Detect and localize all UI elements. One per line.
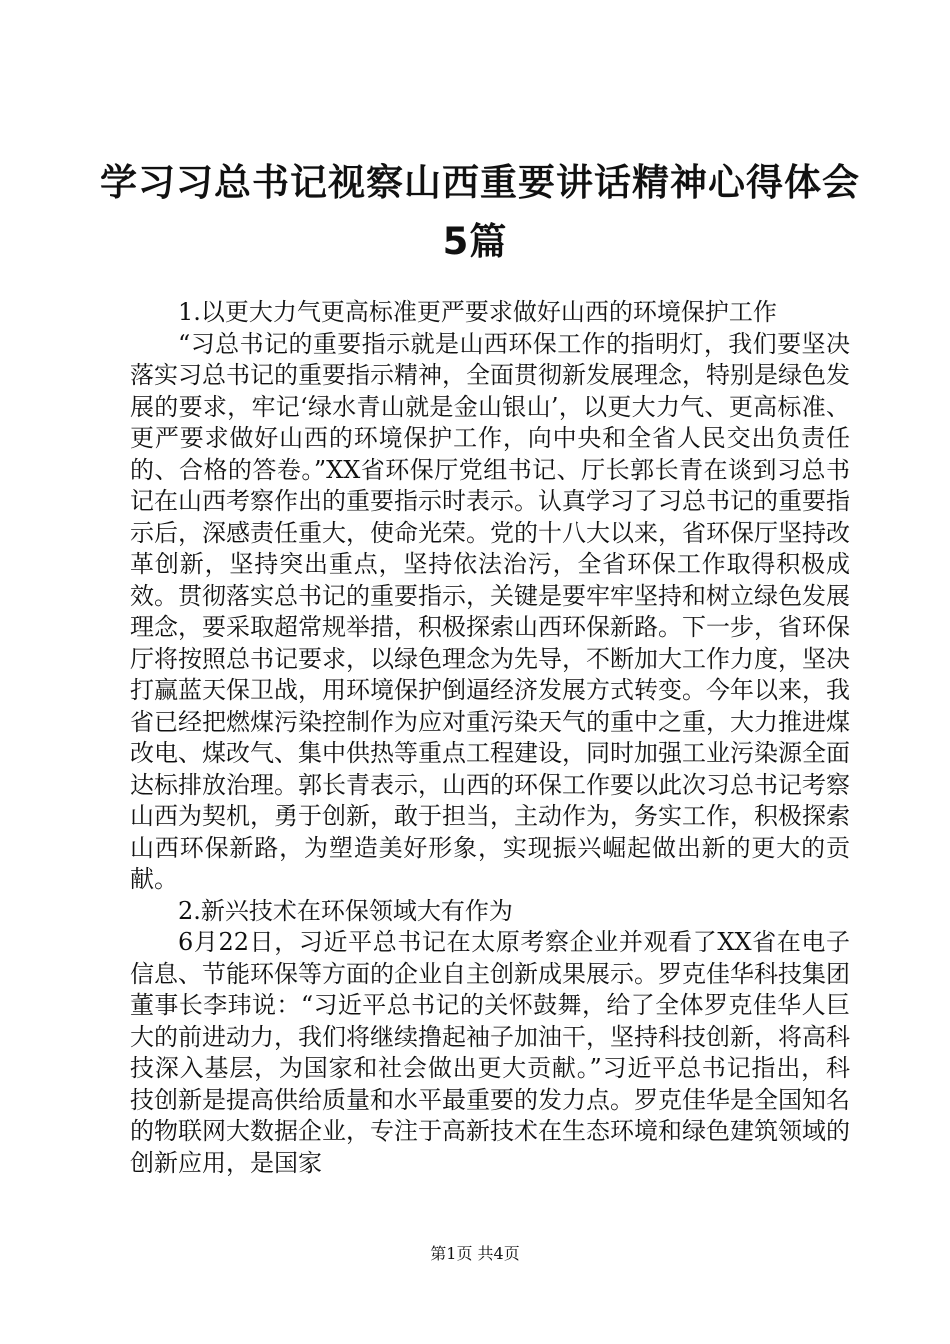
- section-1-paragraph: “习总书记的重要指示就是山西环保工作的指明灯，我们要坚决落实习总书记的重要指示精神，全面贯彻新发展理念，特别是绿色发展的要求，牢记‘绿水青山就是金山银山’，以更大力气、更高标准、更严要求做好山西的环境保护工作，向中央和全省人民交出负责任的、合格的答卷。”XX省环保厅党组书记、厅长郭长青在谈到习总书记在山西考察作出的重要指示时表示。认真学习了习总书记的重要指示后，深感责任重大，使命光荣。党的十八大以来，省环保厅坚持改革创新，坚持突出重点，坚持依法治污，全省环保工作取得积极成效。贯彻落实总书记的重要指示，关键是要牢牢坚持和树立绿色发展理念，要采取超常规举措，积极探索山西环保新路。下一步，省环保厅将按照总书记要求，以绿色理念为先导，不断加大工作力度，坚决打赢蓝天保卫战，用环境保护倒逼经济发展方式转变。今年以来，我省已经把燃煤污染控制作为应对重污染天气的重中之重，大力推进煤改电、煤改气、集中供热等重点工程建设，同时加强工业污染源全面达标排放治理。郭长青表示，山西的环保工作要以此次习总书记考察山西为契机，勇于创新，敢于担当，主动作为，务实工作，积极探索山西环保新路，为塑造美好形象，实现振兴崛起做出新的更大的贡献。: [130, 329, 850, 893]
- document-title-line-1: 学习习总书记视察山西重要讲话精神心得体会: [100, 161, 860, 204]
- section-2-heading: 2.新兴技术在环保领域大有作为: [178, 896, 513, 925]
- document-title-line-2: 5篇: [442, 220, 508, 263]
- section-2-paragraph: 6月22日，习近平总书记在太原考察企业并观看了XX省在电子信息、节能环保等方面的企业自主创新成果展示。罗克佳华科技集团董事长李玮说：“习近平总书记的关怀鼓舞，给了全体罗克佳华人巨大的前进动力，我们将继续撸起袖子加油干，坚持科技创新，将高科技深入基层，为国家和社会做出更大贡献。”习近平总书记指出，科技创新是提高供给质量和水平最重要的发力点。罗克佳华是全国知名的物联网大数据企业，专注于高新技术在生态环境和绿色建筑领域的创新应用，是国家: [130, 928, 850, 1177]
- document-body: [130, 297, 850, 1179]
- page-footer: 第1页 共4页: [430, 1244, 520, 1263]
- section-1-heading: 1.以更大力气更高标准更严要求做好山西的环境保护工作: [178, 298, 777, 326]
